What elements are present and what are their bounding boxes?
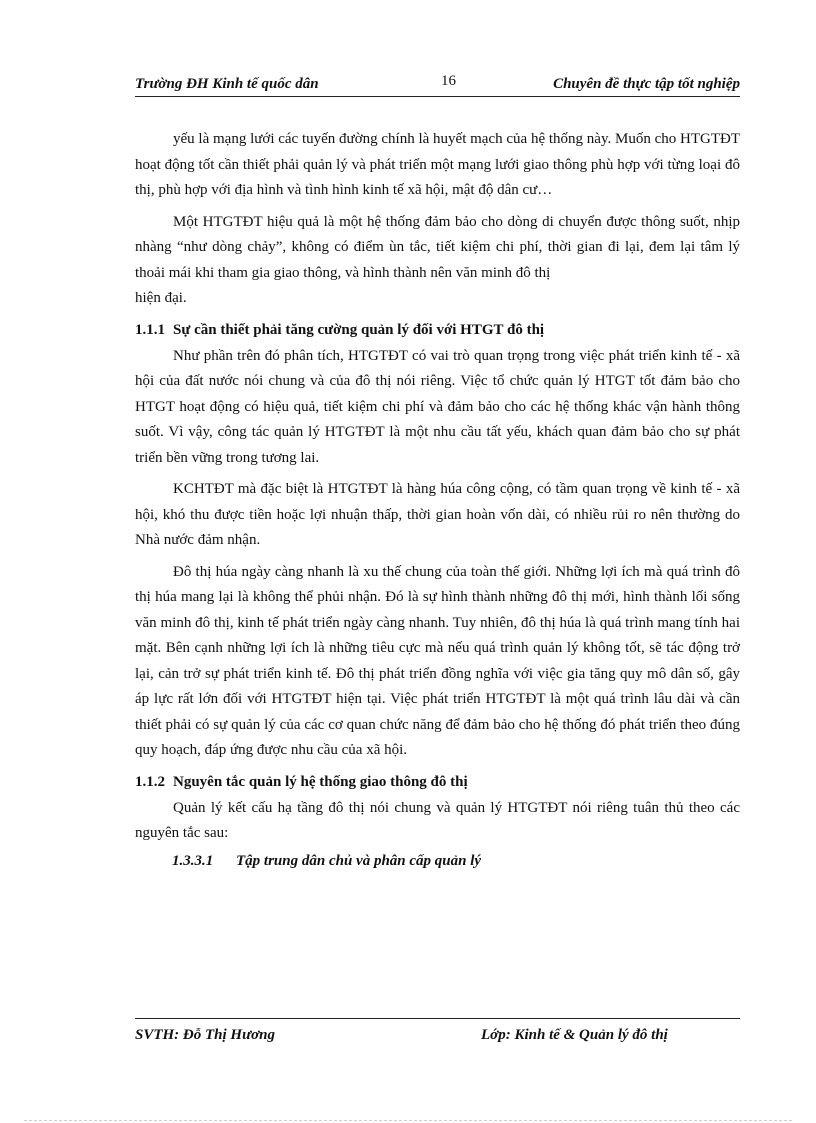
page-header [135, 72, 740, 97]
section-title: Sự cần thiết phải tăng cường quản lý đối với HTGT đô thị [173, 321, 545, 338]
header-document-type: Chuyên đề thực tập tốt nghiệp [553, 76, 740, 92]
page-footer [135, 1018, 740, 1043]
page-break-divider [24, 1120, 792, 1121]
paragraph-5: Đô thị húa ngày càng nhanh là xu thế chung của toàn thế giới. Những lợi ích mà quá trình đô thị húa mang lại là không thể phủi nhận. Đó là sự hình thành những đô thị mới, hình thành lối sống văn minh đô thị, kinh tế phát triển ngày càng nhanh. Tuy nhiên, đô thị húa là quá trình mang tính hai mặt. Bên cạnh những lợi ích là những tiêu cực mà nếu quá trình quản lý không tốt, sẽ tác động trở lại, cản trở sự phát triển kinh tế. Đô thị phát triển đồng nghĩa với việc gia tăng quy mô dân số, gây áp lực rất lớn đối với HTGTĐT hiện tại. Việc phát triển HTGTĐT là một quá trình lâu dài và cần thiết phải có sự quản lý của các cơ quan chức năng để đảm bảo cho hệ thống đó phát triển theo đúng quy hoạch, đáp ứng được nhu cầu của xã hội. [135, 563, 740, 758]
subsection-title: Tập trung dân chủ và phân cấp quản lý [236, 852, 482, 869]
footer-student: SVTH: Đỗ Thị Hương [135, 1027, 275, 1043]
paragraph-4: KCHTĐT mà đặc biệt là HTGTĐT là hàng húa công cộng, có tầm quan trọng về kinh tế - xã hội, khó thu được tiền hoặc lợi nhuận thấp, thời gian hoàn vốn dài, có nhiều rủi ro nên thường do Nhà nước đảm nhận. [135, 481, 740, 548]
subsection-number: 1.3.3.1 [172, 852, 214, 869]
section-title: Nguyên tắc quản lý hệ thống giao thông đô thị [173, 773, 468, 790]
section-number: 1.1.1 [135, 321, 165, 338]
paragraph-2-continuation: hiện đại. [135, 290, 187, 306]
footer-class: Lớp: Kinh tế & Quản lý đô thị [481, 1027, 668, 1043]
header-university: Trường ĐH Kinh tế quốc dân [135, 76, 319, 92]
paragraph-1: yếu là mạng lưới các tuyến đường chính là huyết mạch của hệ thống này. Muốn cho HTGTĐT hoạt động tốt cần thiết phải quản lý và phát triển một mạng lưới giao thông phù hợp với từng loại đô thị, phù hợp với địa hình và tình hình kinh tế xã hội, mật độ dân cư… [135, 131, 740, 198]
section-number: 1.1.2 [135, 773, 165, 790]
section-heading-1-1-1 [135, 318, 740, 342]
page-number: 16 [441, 73, 456, 89]
subsection-heading-1-3-3-1 [172, 849, 740, 873]
paragraph-6: Quản lý kết cấu hạ tầng đô thị nói chung và quản lý HTGTĐT nói riêng tuân thủ theo các nguyên tắc sau: [135, 799, 740, 841]
section-heading-1-1-2 [135, 770, 740, 794]
paragraph-2: Một HTGTĐT hiệu quả là một hệ thống đảm bảo cho dòng di chuyển được thông suốt, nhịp nhàng “như dòng chảy”, không có điểm ùn tắc, tiết kiệm chi phí, thời gian đi lại, đem lại tâm lý thoải mái khi tham gia giao thông, và hình thành nên văn minh đô thị [135, 213, 740, 281]
paragraph-3: Như phần trên đó phân tích, HTGTĐT có vai trò quan trọng trong việc phát triển kinh tế - xã hội của đất nước nói chung và của đô thị nói riêng. Việc tổ chức quản lý HTGT tốt đảm bảo cho HTGT hoạt động có hiệu quả, tiết kiệm chi phí và đảm bảo cho các hệ thống khác vận hành thông suốt. Vì vậy, công tác quản lý HTGTĐT là một nhu cầu tất yếu, khách quan đảm bảo cho sự phát triển bền vững trong tương lai. [135, 347, 740, 466]
page-body [135, 127, 740, 873]
